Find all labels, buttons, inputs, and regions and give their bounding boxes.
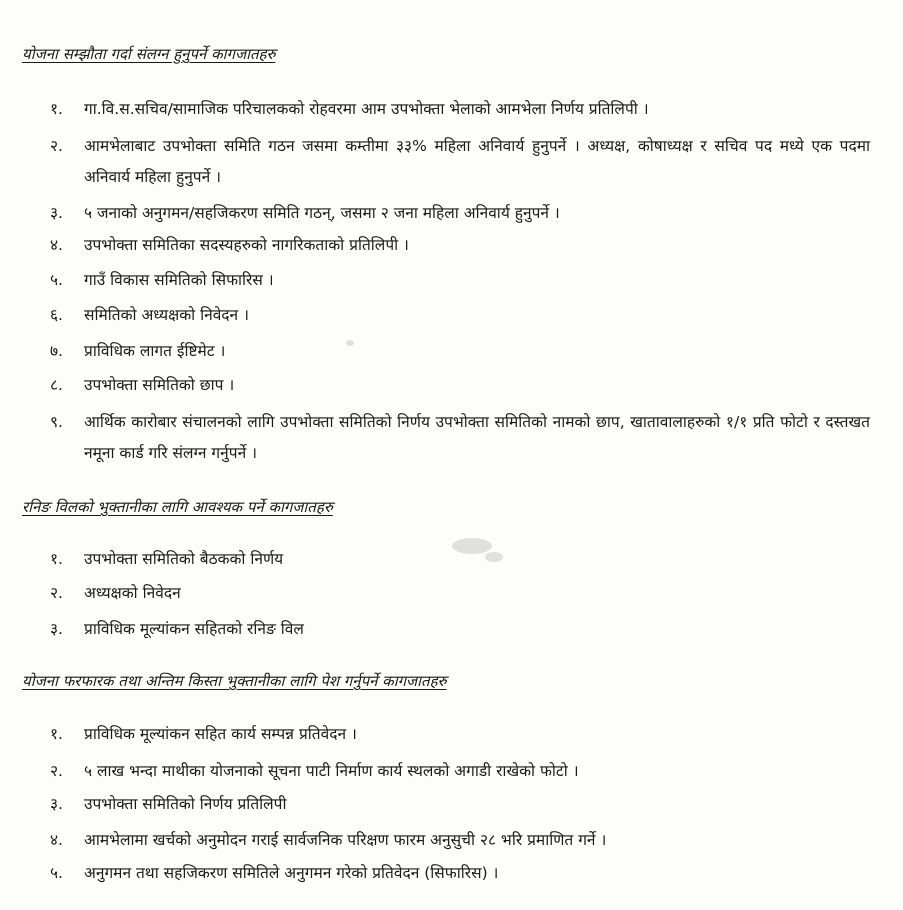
list-item-number: ३. bbox=[50, 795, 63, 813]
list-item-text: अनुगमन तथा सहजिकरण समितिले अनुगमन गरेको प्रतिवेदन (सिफारिस) । bbox=[84, 864, 499, 882]
list-item-number: ३. bbox=[50, 204, 63, 222]
list-item bbox=[50, 265, 870, 296]
list-item bbox=[50, 858, 870, 889]
list-item-number: १. bbox=[50, 725, 63, 743]
list-item bbox=[50, 370, 870, 401]
list-item-text: प्राविधिक मूल्यांकन सहितको रनिङ विल bbox=[84, 620, 304, 638]
list-item-text: उपभोक्ता समितिका सदस्यहरुको नागरिकताको प्रतिलिपी । bbox=[84, 236, 409, 254]
list-item-text: अध्यक्षको निवेदन bbox=[84, 584, 181, 602]
list-item-number: ५. bbox=[50, 271, 63, 289]
list-item-text: ५ लाख भन्दा माथीका योजनाको सूचना पाटी निर्माण कार्य स्थलको अगाडी राखेको फोटो । bbox=[84, 762, 579, 780]
section-1-heading: योजना सम्झौता गर्दा संलग्न हुनुपर्ने कागजातहरु bbox=[22, 45, 276, 63]
scan-smudge bbox=[346, 340, 354, 346]
list-item-number: २. bbox=[50, 762, 63, 780]
list-item-text: समितिको अध्यक्षको निवेदन । bbox=[84, 306, 249, 324]
list-item-text: गा.वि.स.सचिव/सामाजिक परिचालकको रोहवरमा आम उपभोक्ता भेलाको आमभेला निर्णय प्रतिलिपी । bbox=[84, 100, 649, 118]
list-item-text: आमभेलामा खर्चको अनुमोदन गराई सार्वजनिक परिक्षण फारम अनुसुची २८ भरि प्रमाणित गर्ने । bbox=[84, 831, 607, 849]
list-item-number: ४. bbox=[50, 831, 63, 849]
section-2-heading: रनिङ विलको भुक्तानीका लागि आवश्यक पर्ने कागजातहरु bbox=[22, 498, 333, 516]
list-item bbox=[50, 94, 870, 125]
list-item-text: उपभोक्ता समितिको निर्णय प्रतिलिपी bbox=[84, 795, 287, 813]
list-item-number: २. bbox=[50, 137, 63, 155]
list-item-number: ६. bbox=[50, 306, 63, 324]
section-3-heading: योजना फरफारक तथा अन्तिम किस्ता भुक्तानीका लागि पेश गर्नुपर्ने कागजातहरु bbox=[22, 672, 447, 690]
scan-smudge bbox=[452, 538, 492, 554]
list-item bbox=[50, 131, 870, 193]
list-item bbox=[50, 407, 870, 469]
list-item bbox=[50, 336, 870, 367]
list-item-number: १. bbox=[50, 100, 63, 118]
list-item-text: उपभोक्ता समितिको बैठकको निर्णय bbox=[84, 550, 284, 568]
list-item bbox=[50, 578, 870, 609]
list-item-text: उपभोक्ता समितिको छाप । bbox=[84, 376, 235, 394]
list-item bbox=[50, 300, 870, 331]
list-item-number: ७. bbox=[50, 342, 63, 360]
list-item bbox=[50, 719, 870, 750]
list-item-number: ३. bbox=[50, 620, 63, 638]
list-item-text: ५ जनाको अनुगमन/सहजिकरण समिति गठन्, जसमा २ जना महिला अनिवार्य हुनुपर्ने । bbox=[84, 204, 560, 222]
scan-smudge bbox=[485, 552, 503, 562]
list-item-text: प्राविधिक मूल्यांकन सहित कार्य सम्पन्न प्रतिवेदन । bbox=[84, 725, 357, 743]
list-item-text: आमभेलाबाट उपभोक्ता समिति गठन जसमा कम्तीमा ३३% महिला अनिवार्य हुनुपर्ने । अध्यक्ष, कोषाध्यक्ष र सचिव पद मध्ये एक पदमा अनिवार्य महिला हुनुपर्ने । bbox=[84, 137, 870, 186]
list-item-number: ४. bbox=[50, 236, 63, 254]
list-item bbox=[50, 230, 870, 261]
list-item bbox=[50, 614, 870, 645]
list-item bbox=[50, 789, 870, 820]
list-item-text: प्राविधिक लागत ईष्टिमेट । bbox=[84, 342, 226, 360]
list-item-text: गाउँ विकास समितिको सिफारिस । bbox=[84, 271, 274, 289]
list-item bbox=[50, 756, 870, 787]
list-item-number: २. bbox=[50, 584, 63, 602]
list-item-number: ९. bbox=[50, 413, 63, 431]
list-item bbox=[50, 825, 870, 856]
list-item-text: आर्थिक कारोबार संचालनको लागि उपभोक्ता समितिको निर्णय उपभोक्ता समितिको नामको छाप, खातावालाहरुको १/१ प्रति फोटो र दस्तखत नमूना कार्ड गरि संलग्न गर्नुपर्ने । bbox=[84, 413, 870, 462]
list-item-number: १. bbox=[50, 550, 63, 568]
list-item-number: ८. bbox=[50, 376, 63, 394]
list-item-number: ५. bbox=[50, 864, 63, 882]
list-item bbox=[50, 198, 870, 229]
